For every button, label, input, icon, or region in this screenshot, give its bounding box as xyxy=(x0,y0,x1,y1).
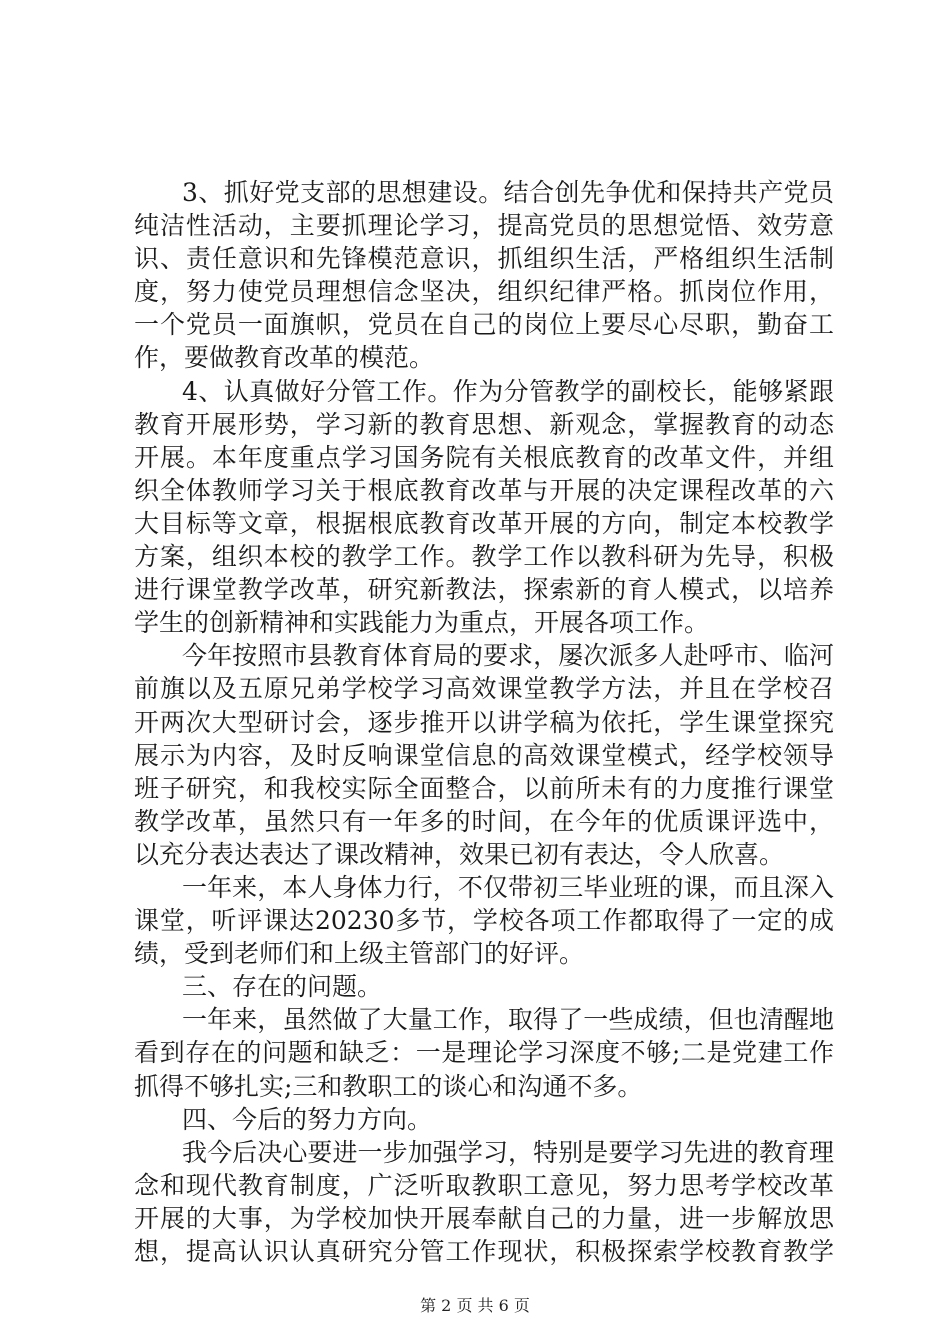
text-line: 展示为内容，及时反响课堂信息的高效课堂模式，经学校领导 xyxy=(134,740,834,770)
text-line: 我今后决心要进一步加强学习，特别是要学习先进的教育理 xyxy=(182,1137,834,1167)
text-line: 前旗以及五原兄弟学校学习高效课堂教学方法，并且在学校召 xyxy=(134,674,834,704)
text-line: 大目标等文章，根据根底教育改革开展的方向，制定本校教学 xyxy=(134,508,834,538)
text-line: 作，要做教育改革的模范。 xyxy=(134,343,435,373)
text-line: 开两次大型研讨会，逐步推开以讲学稿为依托，学生课堂探究 xyxy=(134,707,834,737)
text-line: 教育开展形势，学习新的教育思想、新观念，掌握教育的动态 xyxy=(134,409,834,439)
text-line: 想，提高认识认真研究分管工作现状，积极探索学校教育教学 xyxy=(134,1237,834,1266)
text-line: 4、认真做好分管工作。作为分管教学的副校长，能够紧跟 xyxy=(182,376,834,406)
text-line: 3、抓好党支部的思想建设。结合创先争优和保持共产党员 xyxy=(182,178,834,207)
text-line: 织全体教师学习关于根底教育改革与开展的决定课程改革的六 xyxy=(134,475,834,505)
text-line: 三、存在的问题。 xyxy=(182,972,383,1002)
text-line: 抓得不够扎实;三和教职工的谈心和沟通不多。 xyxy=(134,1071,643,1101)
text-line: 开展。本年度重点学习国务院有关根底教育的改革文件，并组 xyxy=(134,442,834,472)
text-line: 进行课堂教学改革，研究新教法，探索新的育人模式，以培养 xyxy=(134,575,834,605)
text-line: 班子研究，和我校实际全面整合，以前所未有的力度推行课堂 xyxy=(134,773,834,803)
text-line: 一个党员一面旗帜，党员在自己的岗位上要尽心尽职，勤奋工 xyxy=(134,310,834,340)
text-line: 看到存在的问题和缺乏：一是理论学习深度不够;二是党建工作 xyxy=(134,1038,834,1068)
page-footer: 第 2 页 共 6 页 xyxy=(420,1296,530,1315)
text-line: 四、今后的努力方向。 xyxy=(182,1104,433,1134)
document-body xyxy=(134,176,834,1268)
text-line: 度，努力使党员理想信念坚决，组织纪律严格。抓岗位作用， xyxy=(134,277,834,307)
text-line: 以充分表达表达了课改精神，效果已初有表达，令人欣喜。 xyxy=(134,839,785,869)
text-line: 一年来，本人身体力行，不仅带初三毕业班的课，而且深入 xyxy=(182,872,834,902)
text-line: 今年按照市县教育体育局的要求，屡次派多人赴呼市、临河 xyxy=(182,641,834,671)
text-line: 一年来，虽然做了大量工作，取得了一些成绩，但也清醒地 xyxy=(182,1005,834,1035)
text-line: 学生的创新精神和实践能力为重点，开展各项工作。 xyxy=(134,608,710,638)
text-line: 教学改革，虽然只有一年多的时间，在今年的优质课评选中， xyxy=(134,806,834,836)
text-line: 纯洁性活动，主要抓理论学习，提高党员的思想觉悟、效劳意 xyxy=(134,211,834,241)
text-line: 念和现代教育制度，广泛听取教职工意见，努力思考学校改革 xyxy=(134,1170,834,1200)
text-line: 方案，组织本校的教学工作。教学工作以教科研为先导，积极 xyxy=(134,542,834,572)
text-line: 开展的大事，为学校加快开展奉献自己的力量，进一步解放思 xyxy=(134,1203,834,1233)
text-line: 识、责任意识和先锋模范意识，抓组织生活，严格组织生活制 xyxy=(134,244,834,274)
text-line: 课堂，听评课达20230多节，学校各项工作都取得了一定的成 xyxy=(134,906,834,936)
text-line: 绩，受到老师们和上级主管部门的好评。 xyxy=(134,939,585,969)
